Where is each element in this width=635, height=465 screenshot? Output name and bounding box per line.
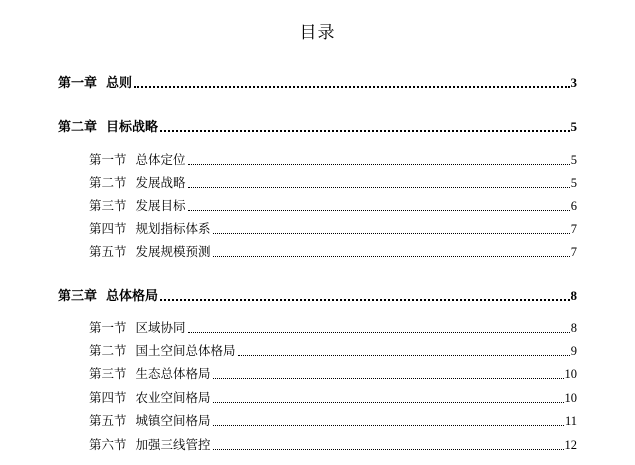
toc-section[interactable]: [89, 388, 577, 406]
dot-leader: [188, 209, 570, 211]
dot-leader: [213, 401, 564, 403]
chapter-title: 目标战略: [106, 120, 159, 135]
section-number: 第四节: [89, 390, 127, 405]
toc-section[interactable]: [89, 318, 577, 336]
toc-section[interactable]: [89, 196, 577, 214]
toc-entry-label: [89, 364, 211, 382]
toc-entry-label: [89, 150, 186, 168]
dot-leader: [213, 448, 564, 450]
toc-section[interactable]: [89, 435, 577, 453]
section-title: 总体定位: [135, 152, 186, 167]
section-title: 生态总体格局: [135, 366, 211, 381]
toc-entry-label: [58, 285, 158, 304]
chapter-number: 第三章: [58, 289, 98, 304]
page-number: 8: [570, 288, 577, 303]
page-number: 10: [564, 391, 577, 405]
toc-entry-label: [58, 116, 158, 135]
toc-chapter-2[interactable]: [58, 117, 577, 135]
toc-entry-label: [89, 173, 186, 191]
toc-section[interactable]: [89, 173, 577, 191]
section-title: 农业空间格局: [135, 390, 211, 405]
toc-entry-label: [58, 72, 132, 91]
section-title: 发展战略: [135, 175, 186, 190]
dot-leader: [213, 255, 570, 257]
dot-leader: [160, 129, 569, 132]
dot-leader: [188, 163, 570, 165]
toc-entry-label: [89, 411, 211, 429]
section-title: 规划指标体系: [135, 221, 211, 236]
section-title: 发展规模预测: [135, 244, 211, 259]
toc-section[interactable]: [89, 150, 577, 168]
section-title: 加强三线管控: [135, 437, 211, 452]
chapter-number: 第一章: [58, 76, 98, 91]
section-number: 第四节: [89, 221, 127, 236]
page-number: 12: [564, 438, 577, 452]
dot-leader: [134, 85, 569, 88]
page-number: 10: [564, 367, 577, 381]
section-number: 第二节: [89, 343, 127, 358]
section-number: 第五节: [89, 413, 127, 428]
section-number: 第一节: [89, 320, 127, 335]
chapter-title: 总体格局: [106, 289, 159, 304]
chapter-title: 总则: [106, 76, 133, 91]
dot-leader: [213, 424, 564, 426]
toc-entry-label: [89, 196, 186, 214]
dot-leader: [188, 186, 570, 188]
section-title: 发展目标: [135, 198, 186, 213]
toc-entry-label: [89, 341, 236, 359]
page-title: 目录: [299, 23, 336, 43]
dot-leader: [238, 354, 570, 356]
page-number: 5: [570, 153, 577, 167]
page-number: 3: [570, 75, 577, 90]
toc-entry-label: [89, 242, 211, 260]
page-number: 7: [570, 245, 577, 259]
section-title: 区域协同: [135, 320, 186, 335]
section-number: 第六节: [89, 437, 127, 452]
toc-section[interactable]: [89, 242, 577, 260]
page-number: 8: [570, 321, 577, 335]
toc-section[interactable]: [89, 341, 577, 359]
dot-leader: [188, 331, 570, 333]
section-number: 第五节: [89, 244, 127, 259]
toc-chapter-1[interactable]: [58, 73, 577, 91]
dot-leader: [213, 232, 570, 234]
dot-leader: [160, 298, 569, 301]
toc-section[interactable]: [89, 364, 577, 382]
page-number: 11: [564, 414, 577, 428]
page-number: 6: [570, 199, 577, 213]
section-number: 第三节: [89, 366, 127, 381]
page-number: 5: [570, 176, 577, 190]
toc-section[interactable]: [89, 219, 577, 237]
section-number: 第一节: [89, 152, 127, 167]
toc-entry-label: [89, 388, 211, 406]
toc-entry-label: [89, 435, 211, 453]
chapter-number: 第二章: [58, 120, 98, 135]
toc-entry-label: [89, 219, 211, 237]
section-title: 国土空间总体格局: [135, 343, 236, 358]
page-number: 9: [570, 344, 577, 358]
toc-entry-label: [89, 318, 186, 336]
page-number: 7: [570, 222, 577, 236]
section-number: 第二节: [89, 175, 127, 190]
page-number: 5: [570, 119, 577, 134]
toc-chapter-3[interactable]: [58, 286, 577, 304]
toc-section[interactable]: [89, 411, 577, 429]
section-number: 第三节: [89, 198, 127, 213]
dot-leader: [213, 377, 564, 379]
section-title: 城镇空间格局: [135, 413, 211, 428]
